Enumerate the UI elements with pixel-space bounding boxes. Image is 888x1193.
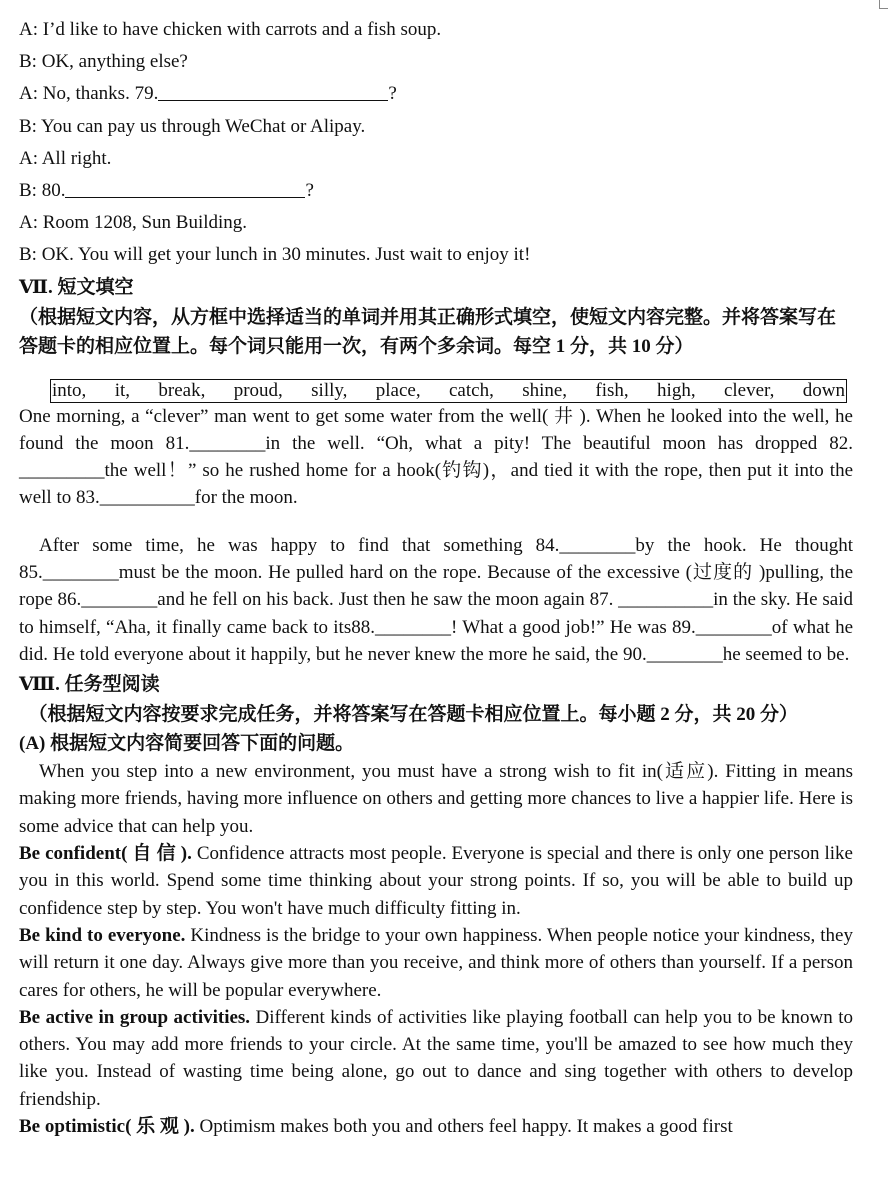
reading-intro: When you step into a new environment, you must have a strong wish to fit in(适应). Fitting in means making more friends, having more influence on others and getting more chances to live a happier life. Here is some advice that can help you. (19, 761, 853, 837)
tip-paragraph (19, 1113, 853, 1140)
exam-page (19, 14, 853, 1140)
tip-body: Kindness is the bridge to your own happiness. When people notice your kindness, they will return it one day. Always give more than you receive, and think more of others than yourself. If a person cares for others, he will be popular everywhere. (19, 924, 853, 1001)
section-8-title: Ⅷ. 任务型阅读 (19, 674, 160, 696)
dialogue-text: B: You can pay us through WeChat or Alipay. (19, 115, 366, 137)
word-option: shine, (522, 379, 568, 401)
tip-heading: Be optimistic( 乐 观 ). (19, 1116, 195, 1138)
word-option: it, (114, 379, 130, 401)
tip-heading: Be active in group activities. (19, 1006, 251, 1028)
dialogue-line (19, 111, 853, 143)
dialogue-text: B: OK, anything else? (19, 51, 188, 73)
word-option: high, (657, 379, 696, 401)
tip-body: Different kinds of activities like playing football can help you to be known to others. You may add more friends to your circle. At the same time, you'll be amazed to see how much they like you. Instead of wasting time being alone, go out to dance and sing together with others to develop friendship. (19, 1006, 853, 1110)
tip-heading: Be kind to everyone. (19, 924, 186, 946)
dialogue-line (19, 239, 853, 271)
dialogue-line (19, 207, 853, 239)
tip-paragraph (19, 922, 853, 1004)
dialogue-line (19, 175, 853, 207)
section-8-instructions: （根据短文内容按要求完成任务，并将答案写在答题卡相应位置上。每小题 2 分，共 20 分） (28, 704, 799, 726)
word-option: down (802, 379, 845, 401)
dialogue-line (19, 46, 853, 78)
word-option: clever, (723, 379, 775, 401)
section-7-title: Ⅶ. 短文填空 (19, 276, 134, 298)
word-option: catch, (448, 379, 494, 401)
dialogue-section (19, 14, 853, 272)
dialogue-line (19, 78, 853, 110)
dialogue-text: A: I’d like to have chicken with carrots and a fish soup. (19, 19, 442, 40)
dialogue-text: B: 80. (19, 179, 66, 201)
word-box (50, 379, 847, 403)
tip-paragraph (19, 840, 853, 922)
answer-blank (158, 80, 388, 101)
dialogue-text: A: All right. (19, 147, 112, 169)
dialogue-line (19, 14, 853, 46)
word-option: proud, (233, 379, 283, 401)
dialogue-text: B: OK. You will get your lunch in 30 minutes. Just wait to enjoy it! (19, 244, 531, 266)
tip-body: Optimism makes both you and others feel happy. It makes a good first (194, 1116, 733, 1138)
word-option: silly, (311, 379, 348, 401)
cloze-paragraph-2: After some time, he was happy to find that something 84.________by the hook. He thought 85.________must be the moon. He pulled hard on the rope. Because of the excessive (过度的 )pulling, the rope 86.________and he fell on his back. Just then he saw the moon again 87. __________in the sky. He said to himself, “Aha, it finally came back to its88.________! What a good job!” He was 89.________of what he did. He told everyone about it happily, but he never knew the more he said, the 90.________he seemed to be. (19, 534, 853, 665)
reading-tips (19, 840, 853, 1140)
dialogue-text: A: No, thanks. 79. (19, 83, 159, 105)
dialogue-punct: ? (305, 179, 314, 201)
tip-body: Confidence attracts most people. Everyone is special and there is only one person like you in this world. Spend some time thinking about your strong points. If so, you will be able to build up confidence step by step. You won't have much difficulty fitting in. (19, 843, 853, 919)
dialogue-punct: ? (388, 83, 397, 105)
section-7-instructions: （根据短文内容，从方框中选择适当的单词并用其正确形式填空，使短文内容完整。并将答案写在答题卡的相应位置上。每个词只能用一次，有两个多余词。每空 1 分，共 10 分） (19, 306, 837, 357)
word-option: into, (52, 379, 87, 401)
word-option: break, (158, 379, 206, 401)
answer-blank (65, 177, 305, 198)
part-a-heading: (A) 根据短文内容简要回答下面的问题。 (19, 733, 355, 755)
page-corner-mark (879, 0, 888, 9)
cloze-paragraph-1: One morning, a “clever” man went to get some water from the well( 井 ). When he looked into the well, he found the moon 81.________in the well. “Oh, what a pity! The beautiful moon has dropped 82. _________the well！” so he rushed home for a hook(钓钩)，and tied it with the rope, then put it into the well to 83.__________for the moon. (19, 405, 853, 509)
dialogue-line (19, 143, 853, 175)
word-option: place, (375, 379, 421, 401)
paragraph-gap (19, 512, 853, 532)
dialogue-text: A: Room 1208, Sun Building. (19, 212, 248, 234)
tip-heading: Be confident( 自 信 ). (19, 843, 192, 865)
word-option: fish, (595, 379, 629, 401)
tip-paragraph (19, 1004, 853, 1113)
